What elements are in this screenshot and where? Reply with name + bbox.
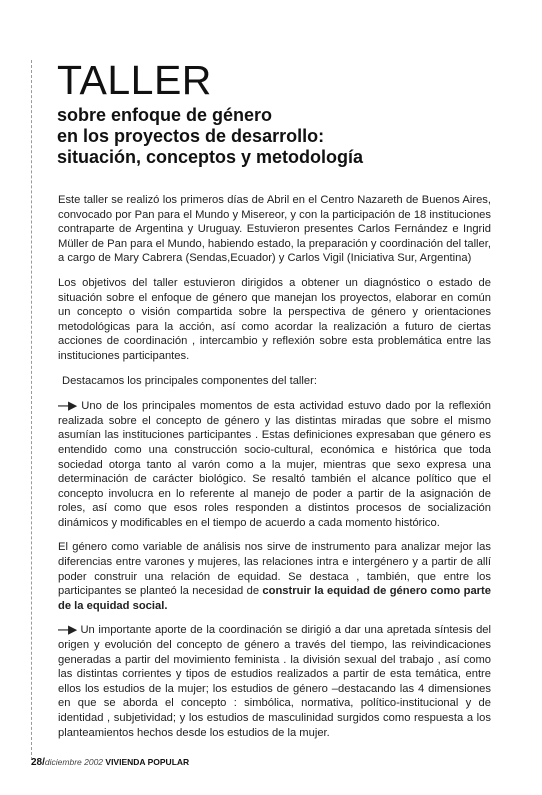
subtitle-line-3: situación, conceptos y metodología [57, 147, 364, 167]
paragraph-gender-concept-text: Uno de los principales momentos de esta actividad estuvo dado por la reflexión realizada sobre el concepto de género y las distintas miradas que sobre el mismo asumían las instituciones participantes . Estas definiciones expresaban que género es entendido como una construcción socio-cultural, económica e histórica que toda sociedad otorga tanto al varón como a la mujer, mientras que sexo expresa una determinación de carácter biológico. Se resaltó también el alcance político que el concepto involucra en lo referente al manejo de poder a partir de la asignación de roles, así como que esos roles responden a distintos procesos de socialización dinámicos y modificables en el tiempo de acuerdo a cada momento histórico. [58, 400, 491, 529]
paragraph-equity-text: El género como variable de análisis nos sirve de instrumento para analizar mejor las diferencias entre varones y mujeres, las relaciones intra e intergénero y a partir de allí poder construir una relación de equidad. Se destaca , también, que entre los participantes se planteó la necesidad de [58, 541, 491, 598]
subtitle-line-2: en los proyectos de desarrollo: [57, 126, 325, 146]
paragraph-equity [58, 540, 491, 613]
page-edge-line [31, 60, 32, 760]
subtitle-line-1: sobre enfoque de género [57, 105, 273, 125]
page-title: TALLER [57, 57, 212, 103]
paragraph-objectives: Los objetivos del taller estuvieron dirigidos a obtener un diagnóstico o estado de situación sobre el enfoque de género que manejan los proyectos, elaborar en común un concepto o visión compartida sobre la perspectiva de género y orientaciones metodológicas para la acción, así como acordar la realización a futuro de ciertas acciones de coordinación , intercambio y reflexión sobre esta problemática entre las instituciones participantes. [58, 276, 491, 362]
arrow-right-icon: —▶ [58, 624, 76, 637]
issue-date: diciembre 2002 [44, 757, 104, 767]
page-footer [31, 757, 189, 768]
paragraph-intro: Este taller se realizó los primeros días de Abril en el Centro Nazareth de Buenos Aires, convocado por Pan para el Mundo y Misereor, y con la participación de 18 instituciones contraparte de Argentina y Uruguay. Estuvieron presentes Carlos Fernández e Ingrid Müller de Pan para el Mundo, habiendo estado, la preparación y coordinación del taller, a cargo de Mary Cabrera (Sendas,Ecuador) y Carlos Vigil (Iniciativa Sur, Argentina) [58, 194, 491, 265]
paragraph-components-heading: Destacamos los principales componentes del taller: [62, 374, 317, 387]
arrow-right-icon: —▶ [58, 400, 76, 413]
paragraph-equity-emphasis: construir la equidad de género como parte de la equidad social. [58, 585, 491, 612]
magazine-name: VIVIENDA POPULAR [105, 757, 190, 767]
page-subtitle [57, 105, 363, 168]
paragraph-gender-concept [58, 399, 491, 530]
page-number: 28/ [31, 757, 45, 768]
paragraph-coordination [58, 623, 491, 740]
article-body [58, 193, 491, 750]
paragraph-coordination-text: Un importante aporte de la coordinación se dirigió a dar una apretada síntesis del origen y evolución del concepto de género a través del tiempo, las reivindicaciones generadas a partir del movimiento feminista . la división sexual del trabajo , así como las distintas corrientes y tipos de estudios realizados a partir de esta temática, entre ellos los estudios de la mujer; los estudios de género –destacando las 4 dimensiones en que se aborda el concepto : simbólica, normativa, político-institucional y de identidad , subjetividad; y los estudios de masculinidad surgidos como respuesta a los planteamientos hechos desde los estudios de la mujer. [58, 624, 492, 739]
